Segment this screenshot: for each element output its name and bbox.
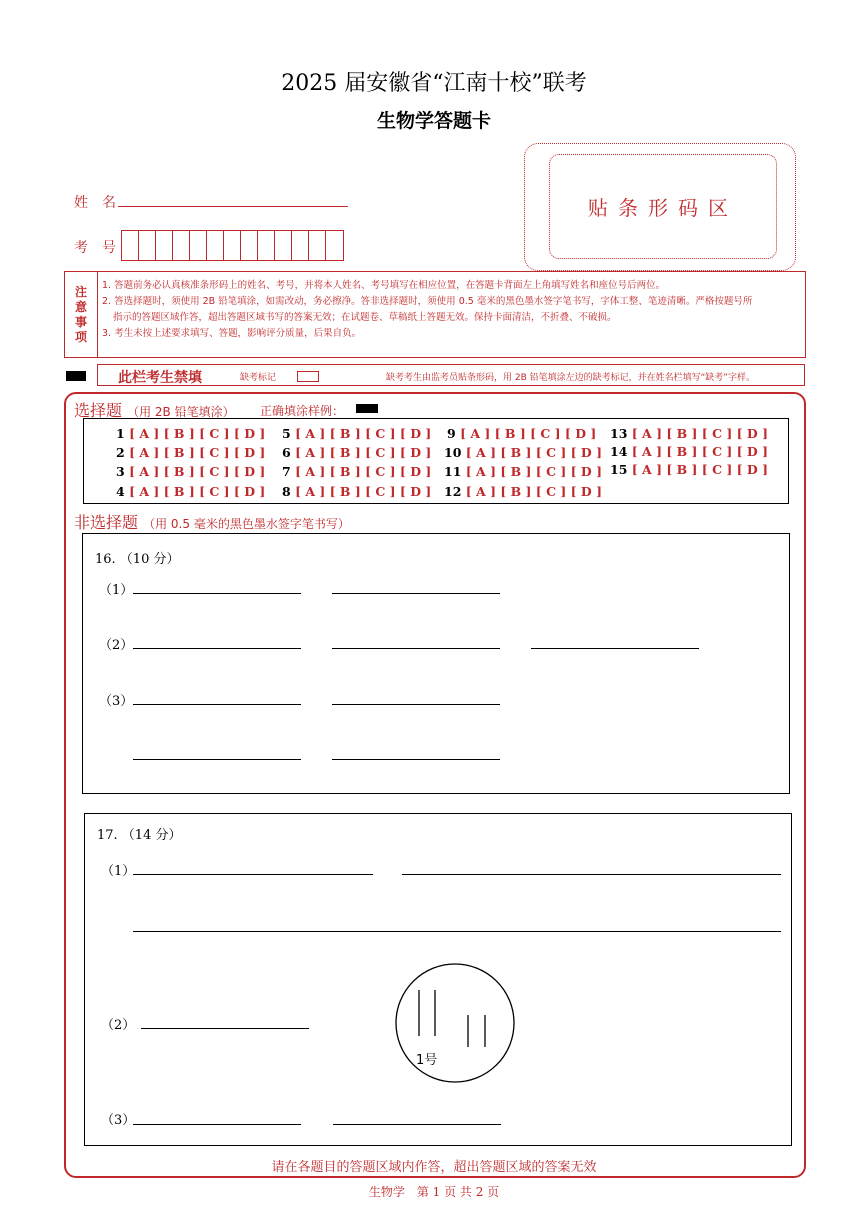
exam-no-label: 考 号 <box>74 240 116 256</box>
absent-mark-box[interactable] <box>297 371 319 382</box>
notice-text: 1. 答题前务必认真核准条形码上的姓名、考号，并将本人姓名、考号填写在相应位置，在答题卡背面左上角填写姓名和座位号后两位。 2. 答选择题时，须使用 2B 铅笔填涂，如需改动，务必擦净。答非选择题时，须使用 0.5 毫米的黑色墨水签字笔书写，字体工整、笔迹清晰。严格按题号所 指示的答题区域作答，超出答题区域书写的答案无效；在试题卷、草稿纸上答题无效。保持卡面清洁，不折叠、不破损。 3. 考生未按上述要求填写、答题，影响评分质量，后果自负。 <box>102 280 753 339</box>
q17-1-blank-3[interactable] <box>133 931 781 932</box>
q17-part-1-label: （1） <box>101 864 136 879</box>
sample-label: 正确填涂样例： <box>260 404 345 418</box>
q16-part-3-label: （3） <box>99 694 134 709</box>
choice-question-3[interactable]: 3 [ A ] [ B ] [ C ] [ D ] <box>116 464 266 479</box>
barcode-area[interactable]: 贴条形码区 <box>549 154 777 259</box>
exam-no-digit-box[interactable] <box>292 231 309 260</box>
q17-part-3-label: （3） <box>101 1113 136 1128</box>
q17-3-blank-1[interactable] <box>133 1124 301 1125</box>
name-field[interactable] <box>118 206 348 207</box>
q16-2-blank-3[interactable] <box>531 648 699 649</box>
answer-region-warning: 请在各题目的答题区域内作答，超出答题区域的答案无效 <box>271 1160 597 1175</box>
exam-no-field[interactable] <box>121 230 344 261</box>
q17-1-blank-1[interactable] <box>133 874 373 875</box>
sample-fill-mark <box>356 404 378 413</box>
exam-no-digit-box[interactable] <box>139 231 156 260</box>
absent-fill-mark <box>66 371 86 381</box>
name-label: 姓 名 <box>74 195 116 211</box>
figure-label: 1号 <box>416 1053 438 1068</box>
choice-grid <box>83 418 789 504</box>
choice-question-4[interactable]: 4 [ A ] [ B ] [ C ] [ D ] <box>116 484 266 499</box>
choice-question-8[interactable]: 8 [ A ] [ B ] [ C ] [ D ] <box>282 484 432 499</box>
q17-heading: 17. （14 分） <box>97 828 182 843</box>
exam-no-digit-box[interactable] <box>326 231 343 260</box>
q17-3-blank-2[interactable] <box>333 1124 501 1125</box>
q16-answer-area <box>82 533 790 794</box>
choice-question-10[interactable]: 10 [ A ] [ B ] [ C ] [ D ] <box>444 445 603 460</box>
field-of-view-circle <box>396 964 514 1082</box>
choice-question-5[interactable]: 5 [ A ] [ B ] [ C ] [ D ] <box>282 426 432 441</box>
absent-instruction: 缺考考生由监考员贴条形码，用 2B 铅笔填涂左边的缺考标记，并在姓名栏填写“缺考”字样。 <box>386 373 755 383</box>
exam-no-digit-box[interactable] <box>207 231 224 260</box>
q16-2-blank-2[interactable] <box>332 648 500 649</box>
q16-1-blank-1[interactable] <box>133 593 301 594</box>
q16-1-blank-2[interactable] <box>332 593 500 594</box>
q17-1-blank-2[interactable] <box>402 874 781 875</box>
choice-question-6[interactable]: 6 [ A ] [ B ] [ C ] [ D ] <box>282 445 432 460</box>
choice-question-11[interactable]: 11 [ A ] [ B ] [ C ] [ D ] <box>444 464 603 479</box>
choice-question-15[interactable]: 15 [ A ] [ B ] [ C ] [ D ] <box>610 462 769 477</box>
exam-no-digit-box[interactable] <box>275 231 292 260</box>
notice-heading: 注 意 事 项 <box>65 272 98 357</box>
q16-3-blank-4[interactable] <box>332 759 500 760</box>
absent-mark-label: 缺考标记 <box>240 373 277 383</box>
absent-title: 此栏考生禁填 <box>118 370 202 386</box>
choice-question-2[interactable]: 2 [ A ] [ B ] [ C ] [ D ] <box>116 445 266 460</box>
q16-3-blank-2[interactable] <box>332 704 500 705</box>
choice-question-7[interactable]: 7 [ A ] [ B ] [ C ] [ D ] <box>282 464 432 479</box>
exam-no-digit-box[interactable] <box>190 231 207 260</box>
absent-bar <box>97 364 805 386</box>
exam-no-digit-box[interactable] <box>122 231 139 260</box>
page-subtitle: 生物学答题卡 <box>376 110 491 132</box>
exam-no-digit-box[interactable] <box>309 231 326 260</box>
q16-heading: 16. （10 分） <box>95 552 180 567</box>
q16-part-1-label: （1） <box>99 583 134 598</box>
exam-no-digit-box[interactable] <box>156 231 173 260</box>
page-title: 2025 届安徽省“江南十校”联考 <box>281 71 587 96</box>
q16-3-blank-3[interactable] <box>133 759 301 760</box>
choice-section-title: 选择题 （用 2B 铅笔填涂） <box>74 401 235 420</box>
q16-part-2-label: （2） <box>99 638 134 653</box>
page-number: 生物学 第 1 页 共 2 页 <box>368 1185 500 1199</box>
exam-no-digit-box[interactable] <box>224 231 241 260</box>
microscope-field-figure <box>393 963 517 1085</box>
choice-question-1[interactable]: 1 [ A ] [ B ] [ C ] [ D ] <box>116 426 266 441</box>
nonchoice-section-title: 非选择题 （用 0.5 毫米的黑色墨水签字笔书写） <box>74 513 350 532</box>
exam-no-digit-box[interactable] <box>258 231 275 260</box>
q16-2-blank-1[interactable] <box>133 648 301 649</box>
q17-part-2-label: （2） <box>101 1018 136 1033</box>
exam-no-digit-box[interactable] <box>241 231 258 260</box>
exam-no-digit-box[interactable] <box>173 231 190 260</box>
choice-question-12[interactable]: 12 [ A ] [ B ] [ C ] [ D ] <box>444 484 603 499</box>
q17-2-blank-1[interactable] <box>141 1028 309 1029</box>
q17-answer-area <box>84 813 792 1146</box>
choice-question-13[interactable]: 13 [ A ] [ B ] [ C ] [ D ] <box>610 426 769 441</box>
notice-box <box>64 271 806 358</box>
q16-3-blank-1[interactable] <box>133 704 301 705</box>
choice-question-9[interactable]: 9 [ A ] [ B ] [ C ] [ D ] <box>447 426 597 441</box>
choice-question-14[interactable]: 14 [ A ] [ B ] [ C ] [ D ] <box>610 444 769 459</box>
